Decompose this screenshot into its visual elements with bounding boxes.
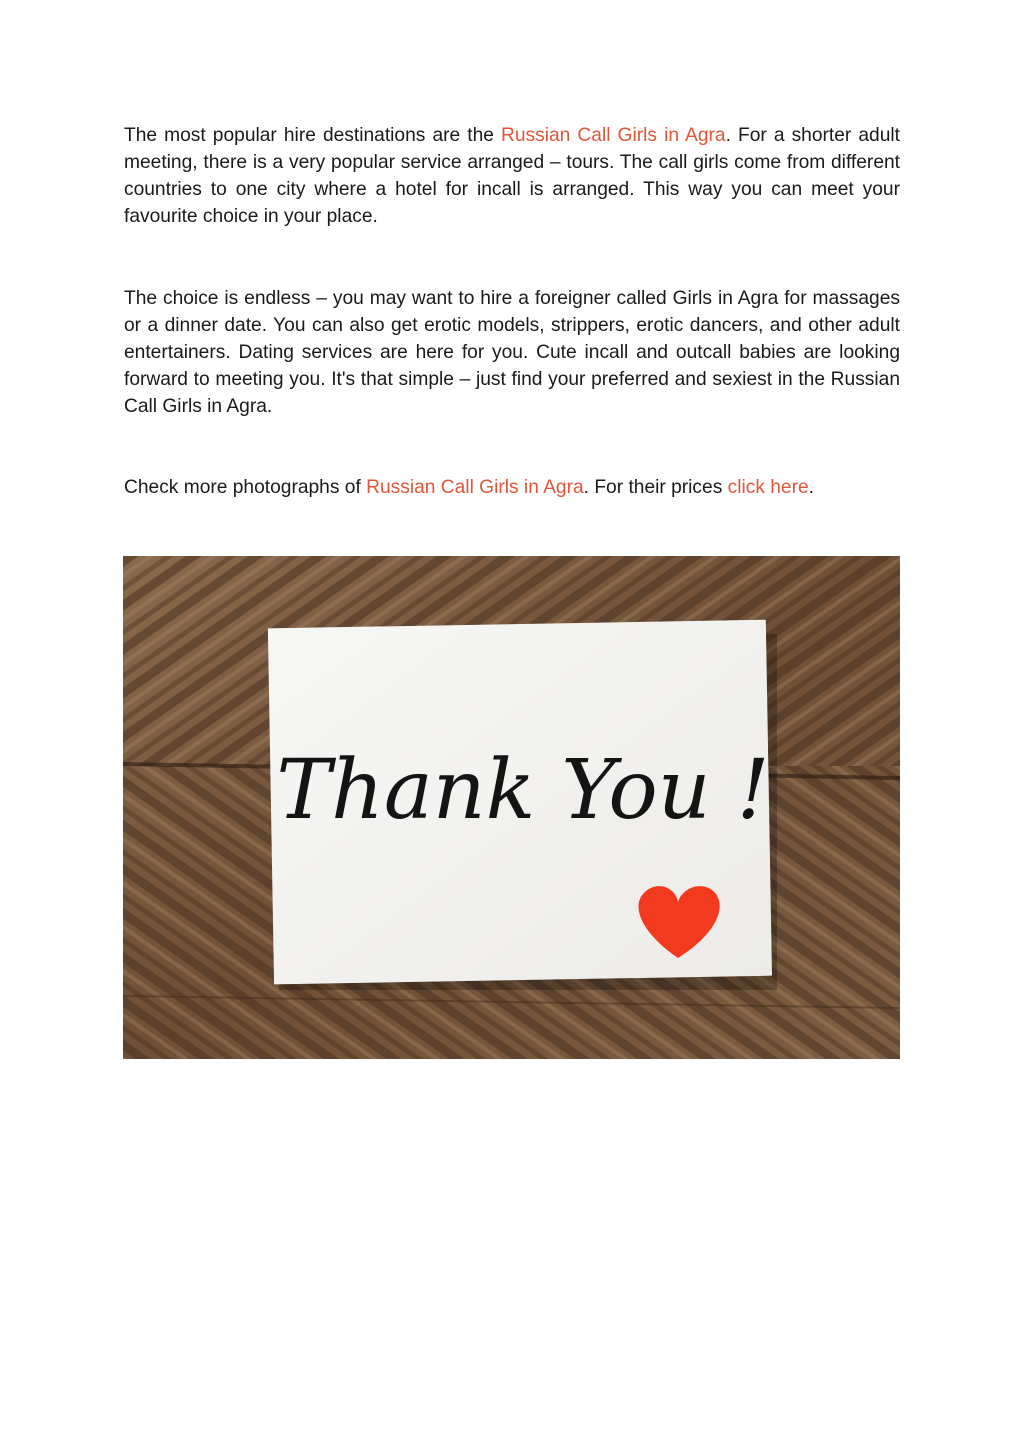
- paragraph-more-text-start: Check more photographs of: [124, 477, 367, 498]
- paragraph-more-text-end: .: [808, 477, 815, 498]
- card-handwritten-text: Thank You !: [276, 743, 770, 838]
- russian-call-girls-link[interactable]: Russian Call Girls in Agra: [501, 125, 726, 146]
- paragraph-more-photos: [124, 474, 900, 501]
- paragraph-intro: [124, 122, 900, 230]
- thank-you-image: [123, 556, 900, 1059]
- thank-you-photo: [123, 556, 900, 1059]
- click-here-link[interactable]: click here: [727, 477, 809, 498]
- russian-call-girls-photos-link[interactable]: Russian Call Girls in Agra: [366, 477, 584, 498]
- paragraph-choice: The choice is endless – you may want to hire a foreigner called Girls in Agra for massages or a dinner date. You can also get erotic models, strippers, erotic dancers, and other adult entertainers. Dating services are here for you. Cute incall and outcall babies are looking forward to meeting you. It's that simple – just find your preferred and sexiest in the Russian Call Girls in Agra.: [124, 288, 900, 417]
- paragraph-more-text-middle: . For their prices: [583, 477, 728, 498]
- paragraph-intro-text-end: . For a shorter adult meeting, there is a very popular service arranged – tours. The call girls come from different countries to one city where a hotel for incall is arranged. This way you can meet your favourite choice in your place.: [124, 125, 900, 227]
- paragraph-intro-text-start: The most popular hire destinations are the: [124, 125, 502, 146]
